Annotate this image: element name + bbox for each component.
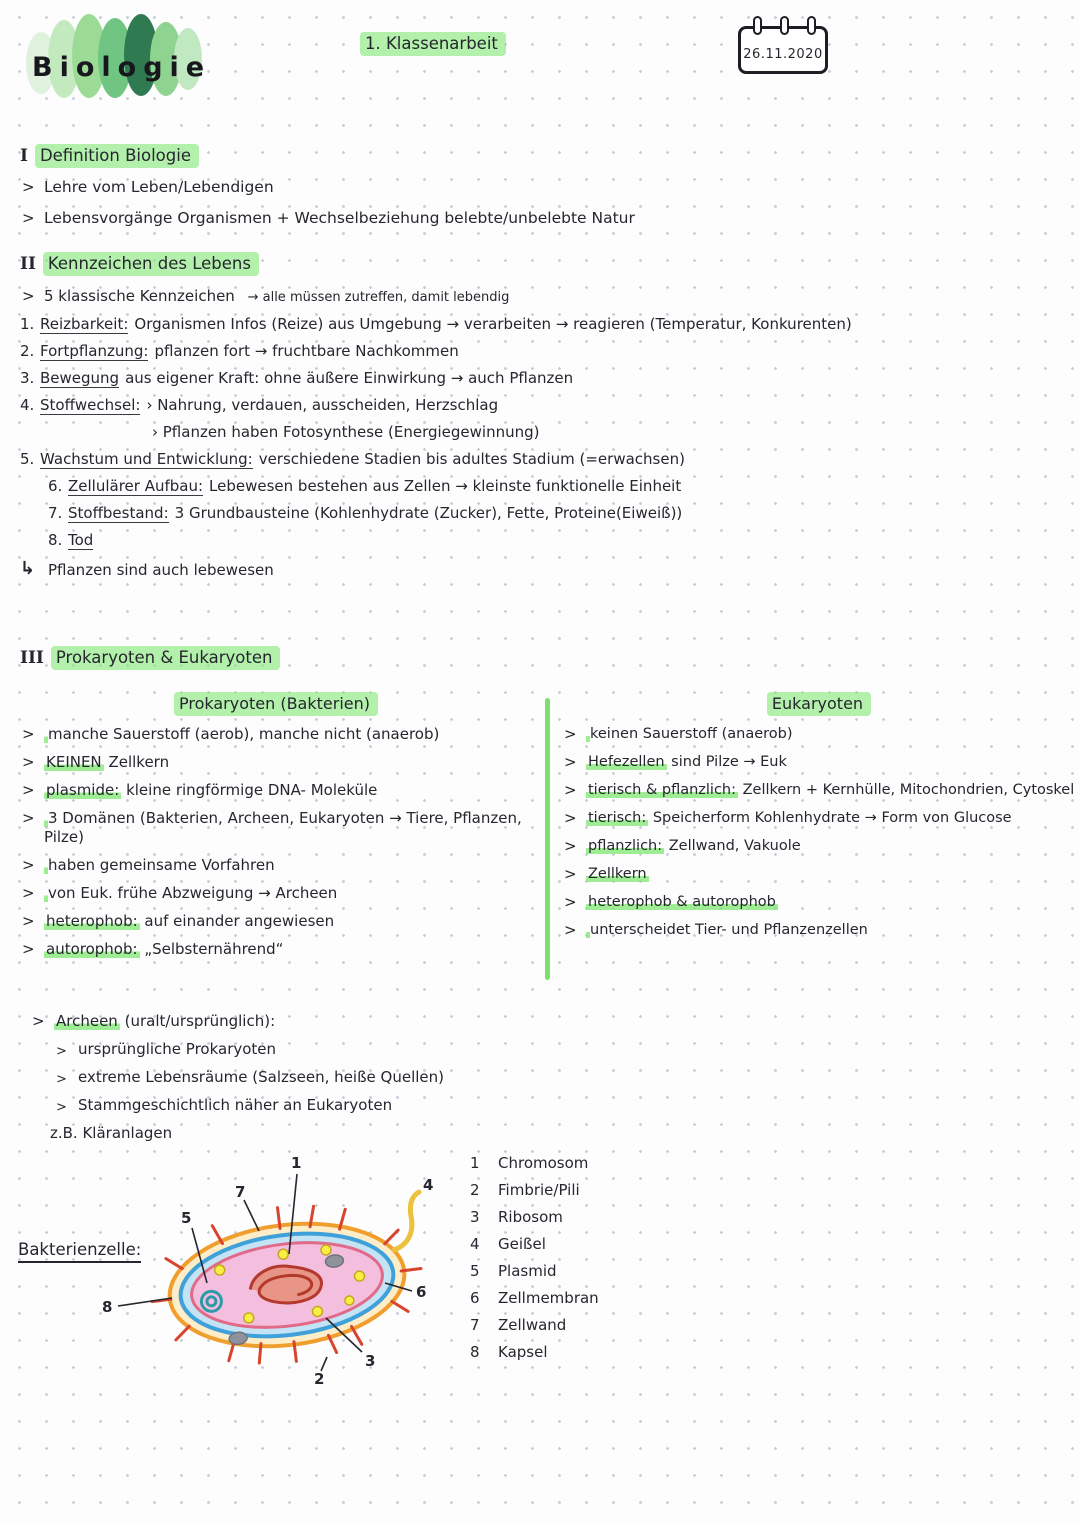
legend-number: 5	[470, 1262, 480, 1280]
item-number: 6.	[48, 477, 63, 495]
kennzeichen-item	[20, 315, 1060, 334]
note-line	[20, 940, 532, 959]
legend-name: Chromosom	[498, 1154, 589, 1172]
intro-line	[20, 287, 1060, 307]
legend-number: 1	[470, 1154, 480, 1172]
section-heading-text: Definition Biologie	[35, 144, 199, 168]
keyword: Zellkern	[588, 866, 647, 882]
legend-row	[470, 1343, 730, 1362]
note-line	[562, 921, 1076, 940]
item-keyword: Bewegung	[40, 369, 120, 387]
legend-row	[470, 1316, 730, 1335]
archeen-heading	[30, 1012, 630, 1031]
item-text: › Pflanzen haben Fotosynthese (Energiegewinnung)	[152, 423, 540, 441]
cell-legend	[470, 1154, 730, 1370]
section-heading	[20, 254, 1060, 274]
text: Zellkern	[108, 753, 170, 771]
kennzeichen-item	[20, 504, 1060, 523]
note-line: > extreme Lebensräume (Salzseen, heiße Quellen)	[54, 1068, 630, 1087]
note-line	[20, 781, 532, 800]
note-line: > Lebensvorgänge Organismen + Wechselbeziehung belebte/unbelebte Natur	[20, 209, 1050, 228]
callout-6: 6	[416, 1283, 427, 1301]
kennzeichen-item	[20, 450, 1060, 469]
item-text: Organismen Infos (Reize) aus Umgebung → verarbeiten → reagieren (Temperatur, Konkurenten)	[134, 315, 852, 333]
text: (uralt/ursprünglich):	[124, 1012, 276, 1030]
callout-5: 5	[181, 1209, 192, 1227]
calendar-ring-icon	[807, 16, 816, 35]
calendar-ring-icon	[753, 16, 762, 35]
legend-name: Plasmid	[498, 1262, 557, 1280]
item-keyword: Wachstum und Entwicklung:	[40, 450, 253, 468]
note-line	[562, 781, 1076, 800]
item-number: 7.	[48, 504, 63, 522]
keyword: pflanzlich:	[588, 838, 663, 854]
kennzeichen-item	[20, 396, 1060, 415]
intro-note: → alle müssen zutreffen, damit lebendig	[247, 290, 510, 305]
flagellum	[394, 1192, 419, 1250]
legend-number: 8	[470, 1343, 480, 1361]
legend-number: 7	[470, 1316, 480, 1334]
legend-number: 3	[470, 1208, 480, 1226]
legend-name: Geißel	[498, 1235, 546, 1253]
item-text: › Nahrung, verdauen, ausscheiden, Herzschlag	[146, 396, 499, 414]
text: 3 Domänen (Bakterien, Archeen, Eukaryoten → Tiere, Pflanzen, Pilze)	[44, 809, 522, 846]
note-line	[20, 884, 532, 903]
keyword: tierisch:	[588, 810, 647, 826]
legend-row	[470, 1289, 730, 1308]
note-line	[20, 753, 532, 772]
item-keyword: Stoffbestand:	[68, 504, 169, 522]
keyword: heterophob:	[46, 912, 138, 930]
legend-row	[470, 1262, 730, 1281]
item-text: 3 Grundbausteine (Kohlenhydrate (Zucker), Fette, Proteine(Eiweiß))	[174, 504, 683, 522]
item-number: 4.	[20, 396, 35, 414]
kennzeichen-item	[20, 369, 1060, 388]
item-text: verschiedene Stadien bis adultes Stadium (=erwachsen)	[258, 450, 685, 468]
item-number: 2.	[20, 342, 35, 360]
item-keyword: Zellulärer Aufbau:	[68, 477, 204, 495]
text: von Euk. frühe Abzweigung → Archeen	[48, 884, 338, 902]
note-line: > Stammgeschichtlich näher an Eukaryoten	[54, 1096, 630, 1115]
prokaryoten-column	[20, 694, 532, 959]
cell-diagram-label: Bakterienzelle:	[18, 1240, 141, 1263]
note-line	[562, 865, 1076, 884]
keyword: Archeen	[56, 1012, 118, 1030]
item-keyword: Reizbarkeit:	[40, 315, 129, 333]
note-line: > Lehre vom Leben/Lebendigen	[20, 178, 1050, 197]
item-keyword: Tod	[68, 531, 94, 549]
legend-name: Ribosom	[498, 1208, 563, 1226]
callout-3: 3	[365, 1352, 376, 1370]
column-title-text: Prokaryoten (Bakterien)	[174, 692, 378, 716]
kennzeichen-item	[20, 477, 1060, 496]
section-numeral: II	[20, 254, 36, 274]
text: auf einander angewiesen	[144, 912, 335, 930]
column-title	[562, 694, 1076, 713]
keyword: heterophob & autorophob	[588, 894, 776, 910]
keyword: KEINEN	[46, 753, 102, 771]
legend-name: Fimbrie/Pili	[498, 1181, 580, 1199]
text: Zellwand, Vakuole	[668, 838, 801, 854]
text: kleine ringförmige DNA- Moleküle	[126, 781, 378, 799]
kennzeichen-subitem	[20, 423, 1060, 442]
kennzeichen-footer: ↳ Pflanzen sind auch lebewesen	[20, 561, 1060, 580]
legend-row	[470, 1208, 730, 1227]
section-heading-text: Kennzeichen des Lebens	[43, 252, 259, 276]
keyword: plasmide:	[46, 781, 120, 799]
legend-number: 2	[470, 1181, 480, 1199]
keyword: autorophob:	[46, 940, 138, 958]
callout-4: 4	[423, 1176, 434, 1194]
text: manche Sauerstoff (aerob), manche nicht (anaerob)	[48, 725, 440, 743]
callout-8: 8	[102, 1298, 113, 1316]
calendar-icon	[738, 26, 828, 74]
eukaryoten-column	[562, 694, 1076, 940]
kennzeichen-item	[20, 342, 1060, 361]
item-text: Lebewesen bestehen aus Zellen → kleinste funktionelle Einheit	[209, 477, 682, 495]
text: Speicherform Kohlenhydrate → Form von Glucose	[652, 810, 1012, 826]
title-block	[26, 12, 226, 108]
column-title-text: Eukaryoten	[767, 692, 871, 716]
legend-name: Kapsel	[498, 1343, 548, 1361]
note-line	[20, 856, 532, 875]
note-line	[562, 809, 1076, 828]
item-text: aus eigener Kraft: ohne äußere Einwirkung → auch Pflanzen	[125, 369, 574, 387]
exam-date: 26.11.2020	[743, 47, 823, 62]
text: Zellkern + Kernhülle, Mitochondrien, Cytoskel	[742, 782, 1075, 798]
note-line	[562, 725, 1076, 744]
note-line	[562, 753, 1076, 772]
callout-2: 2	[314, 1370, 325, 1388]
text: haben gemeinsame Vorfahren	[48, 856, 275, 874]
bacteria-cell-drawing	[82, 1148, 442, 1392]
item-keyword: Stoffwechsel:	[40, 396, 141, 414]
callout-1: 1	[291, 1154, 302, 1172]
page-title: Biologie	[32, 52, 212, 83]
text: keinen Sauerstoff (anaerob)	[590, 726, 793, 742]
item-number: 1.	[20, 315, 35, 333]
section-prokaryoten-eukaryoten-heading	[20, 648, 280, 668]
example-line: z.B. Kläranlagen	[50, 1124, 173, 1142]
intro-lead: 5 klassische Kennzeichen	[44, 287, 235, 305]
column-title	[20, 694, 532, 713]
legend-name: Zellwand	[498, 1316, 567, 1334]
callout-7: 7	[235, 1183, 246, 1201]
item-number: 8.	[48, 531, 63, 549]
note-line	[20, 725, 532, 744]
archeen-block	[30, 1012, 630, 1143]
column-divider	[545, 698, 550, 980]
section-definition	[20, 146, 1050, 228]
section-kennzeichen	[20, 254, 1060, 580]
legend-row	[470, 1154, 730, 1173]
note-line	[20, 912, 532, 931]
section-heading	[20, 146, 1050, 166]
section-numeral: I	[20, 146, 28, 166]
text: unterscheidet Tier- und Pflanzenzellen	[590, 922, 868, 938]
note-line: > ursprüngliche Prokaryoten	[54, 1040, 630, 1059]
calendar-ring-icon	[780, 16, 789, 35]
kennzeichen-item	[20, 531, 1060, 550]
keyword: Hefezellen	[588, 754, 665, 770]
exam-label-text: 1. Klassenarbeit	[360, 32, 506, 56]
legend-row	[470, 1181, 730, 1200]
legend-row	[470, 1235, 730, 1254]
item-number: 5.	[20, 450, 35, 468]
section-heading-text: Prokaryoten & Eukaryoten	[51, 646, 281, 670]
item-keyword: Fortpflanzung:	[40, 342, 149, 360]
legend-number: 6	[470, 1289, 480, 1307]
item-number: 3.	[20, 369, 35, 387]
note-line	[562, 893, 1076, 912]
legend-number: 4	[470, 1235, 480, 1253]
text: „Selbsternährend“	[144, 940, 284, 958]
note-line	[562, 837, 1076, 856]
text: sind Pilze → Euk	[671, 754, 787, 770]
keyword: tierisch & pflanzlich:	[588, 782, 736, 798]
note-line	[20, 809, 532, 847]
section-numeral: III	[20, 648, 44, 668]
legend-name: Zellmembran	[498, 1289, 599, 1307]
item-text: pflanzen fort → fruchtbare Nachkommen	[154, 342, 459, 360]
exam-label	[360, 34, 506, 53]
